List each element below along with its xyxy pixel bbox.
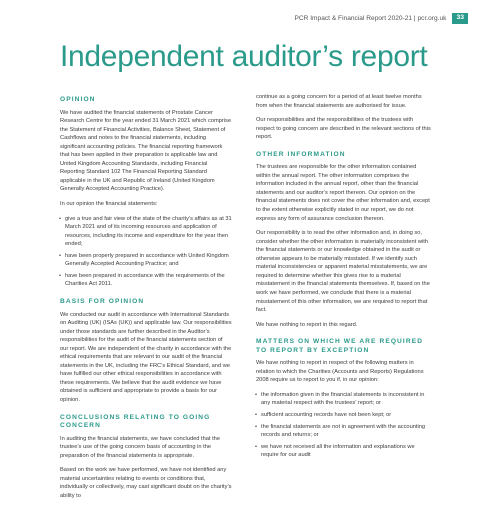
paragraph: continue as a going concern for a period of at least twelve months from when the financial statements are authorised for issue. [256,94,422,109]
paragraph: We have nothing to report in this regard. [256,321,358,328]
section-heading-matters-by-exception: MATTERS ON WHICH WE ARE REQUIRED TO REPORT BY EXCEPTION [256,338,424,354]
left-column [60,96,232,506]
paragraph: In our opinion the financial statements: [60,201,158,208]
paragraph: The trustees are responsible for the other information contained within the annual report. The other information comprises the information included in the annual report, other than the financial statements and our auditor’s report thereon. Our opinion on the financial statements does not cover the other information and, except to the extent otherwise explicitly stated in our report, we do not express any form of assurance conclusion thereon. [256,164,430,222]
paragraph: We have audited the financial statements of Prostate Cancer Research Centre for the year ended 31 March 2021 which comprise the Statement of Financial Activities, Balance Sheet, Statement of Cashflows and notes to the financial statements, including significant accounting policies. The financial reporting framework that has been applied in their preparation is applicable law and United Kingdom Accounting Standards, including Financial Reporting Standard 102 The Financial Reporting Standard applicable in the UK and Republic of Ireland (United Kingdom Generally Accepted Accounting Practice). [60,109,232,193]
section-heading-basis: BASIS FOR OPINION [60,297,145,305]
page-header [294,13,468,24]
page-number-badge: 33 [452,13,468,24]
section-heading-other-information: OTHER INFORMATION [256,150,346,158]
list-item: • we have not received all the information and explanations we require for our audit [256,443,432,460]
opinion-list [60,215,232,289]
report-reference: PCR Impact & Financial Report 2020-21 | pcr.org.uk [294,14,447,22]
paragraph: We have nothing to report in respect of the following matters in relation to which the Charities (Accounts and Reports) Regulations 2008 require us to report to you if, in our opinion: [256,360,424,384]
list-item: • have been properly prepared in accordance with United Kingdom Generally Accepted Accounting Practice; and [60,252,232,269]
list-item: • have been prepared in accordance with the requirements of the Charities Act 2011. [60,272,232,289]
paragraph: Our responsibility is to read the other information and, in doing so, consider whether the other information is materially inconsistent with the financial statements or our knowledge obtained in the audit or otherwise appears to be materially misstated. If we identify such material inconsistencies or apparent material misstatements, we are required to determine whether this gives rise to a material misstatement in the financial statements themselves. If, based on the work we have performed, we conclude that there is a material misstatement of this other information, we are required to report that fact. [256,230,430,314]
section-heading-opinion: OPINION [60,96,96,103]
list-item: • sufficient accounting records have not been kept; or [256,411,432,420]
paragraph: We conducted our audit in accordance with International Standards on Auditing (UK) (ISAs (UK)) and applicable law. Our responsibilities under those standards are further described in the Auditor’s responsibilities for the audit of the financial statements section of our report. We are independent of the charity in accordance with the ethical requirements that are relevant to our audit of the financial statements in the UK, including the FRC’s Ethical Standard, and we have fulfilled our other ethical responsibilities in accordance with these requirements. We believe that the audit evidence we have obtained is sufficient and appropriate to provide a basis for our opinion. [60,311,232,403]
paragraph: Based on the work we have performed, we have not identified any material uncertainties relating to events or conditions that, individually or collectively, may cast significant doubt on the charity’s ability to [60,467,232,499]
paragraph: Our responsibilities and the responsibilities of the trustees with respect to going concern are described in the relevant sections of this report. [256,117,431,141]
right-column [256,93,432,466]
list-item: • the financial statements are not in agreement with the accounting records and returns; or [256,423,432,440]
page-title: Independent auditor’s report [60,40,428,73]
matters-list [256,391,432,460]
section-heading-going-concern: CONCLUSIONS RELATING TO GOING CONCERN [60,413,211,430]
list-item: • the information given in the financial statements is inconsistent in any material respect with the trustees’ report; or [256,391,432,408]
list-item: • give a true and fair view of the state of the charity’s affairs as at 31 March 2021 and of its incoming resources and application of resources, including its income and expenditure for the year then ended; [60,215,232,249]
paragraph: In auditing the financial statements, we have concluded that the trustee’s use of the going concern basis of accounting in the preparation of the financial statements is appropriate. [60,435,220,459]
